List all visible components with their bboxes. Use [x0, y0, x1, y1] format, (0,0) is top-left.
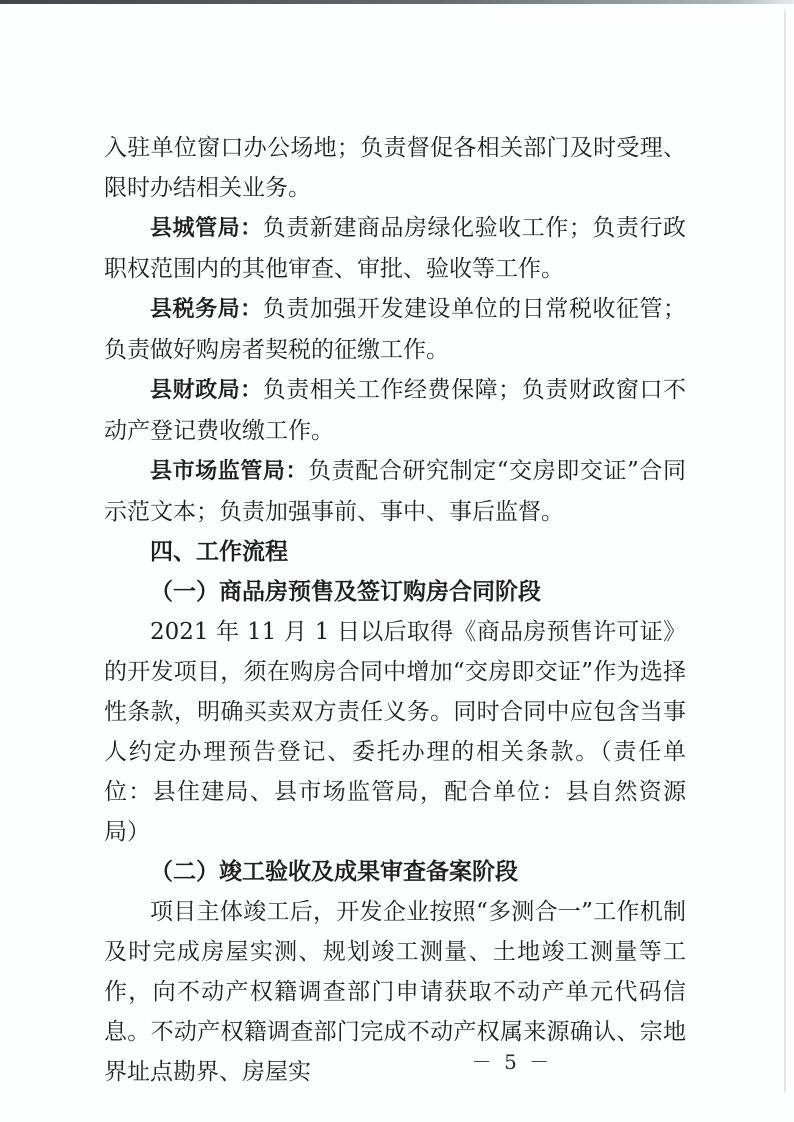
agency-lead: 县税务局： — [150, 297, 263, 322]
paragraph-text: 负责新建商品房绿化验收工作；负责行政职权范围内的其他审查、审批、验收等工作。 — [104, 215, 686, 282]
paragraph-text: 负责加强开发建设单位的日常税收征管；负责做好购房者契税的征缴工作。 — [104, 296, 686, 363]
section-heading-workflow: 四、工作流程 — [150, 539, 288, 565]
paragraph-caizheng — [104, 370, 686, 451]
paragraph-shichangjianguan — [104, 451, 686, 532]
paragraph-text: 入驻单位窗口办公场地；负责督促各相关部门及时受理、限时办结相关业务。 — [104, 135, 686, 201]
scan-edge-top — [0, 0, 794, 4]
paragraph-text: 负责相关工作经费保障；负责财政窗口不动产登记费收缴工作。 — [104, 377, 686, 444]
page-number: － 5 － — [471, 1050, 553, 1074]
paragraph-text: 2021 年 11 月 1 日以后取得《商品房预售许可证》的开发项目，须在购房合同中增加“交房即交证”作为选择性条款，明确买卖双方责任义务。同时合同中应包含当事人约定办理预告登记、委托办理的相关条款。（责任单位：县住建局、县市场监管局，配合单位：县自然资源局） — [104, 619, 686, 845]
paragraph-text: 负责配合研究制定“交房即交证”合同示范文本；负责加强事前、事中、事后监督。 — [104, 458, 686, 525]
paragraph-chengguan — [104, 208, 686, 289]
paragraph-shuiwu — [104, 289, 686, 370]
paragraph-continuation — [104, 128, 686, 208]
paragraph-presale-stage — [104, 612, 686, 852]
subsection-heading-presale: （一）商品房预售及签订购房合同阶段 — [150, 578, 541, 605]
subsection-heading-completion: （二）竣工验收及成果审查备案阶段 — [150, 858, 518, 885]
scan-edge-right — [784, 10, 786, 1092]
agency-lead: 县市场监管局： — [150, 459, 309, 484]
document-body — [104, 128, 686, 1092]
agency-lead: 县城管局： — [150, 216, 263, 241]
paragraph-text: 项目主体竣工后，开发企业按照“多测合一”工作机制及时完成房屋实测、规划竣工测量、土地竣工测量等工作，向不动产权籍调查部门申请获取不动产单元代码信息。不动产权籍调查部门完成不动产权属来源确认、宗地界址点勘界、房屋实 — [104, 899, 686, 1085]
agency-lead: 县财政局： — [150, 378, 263, 403]
